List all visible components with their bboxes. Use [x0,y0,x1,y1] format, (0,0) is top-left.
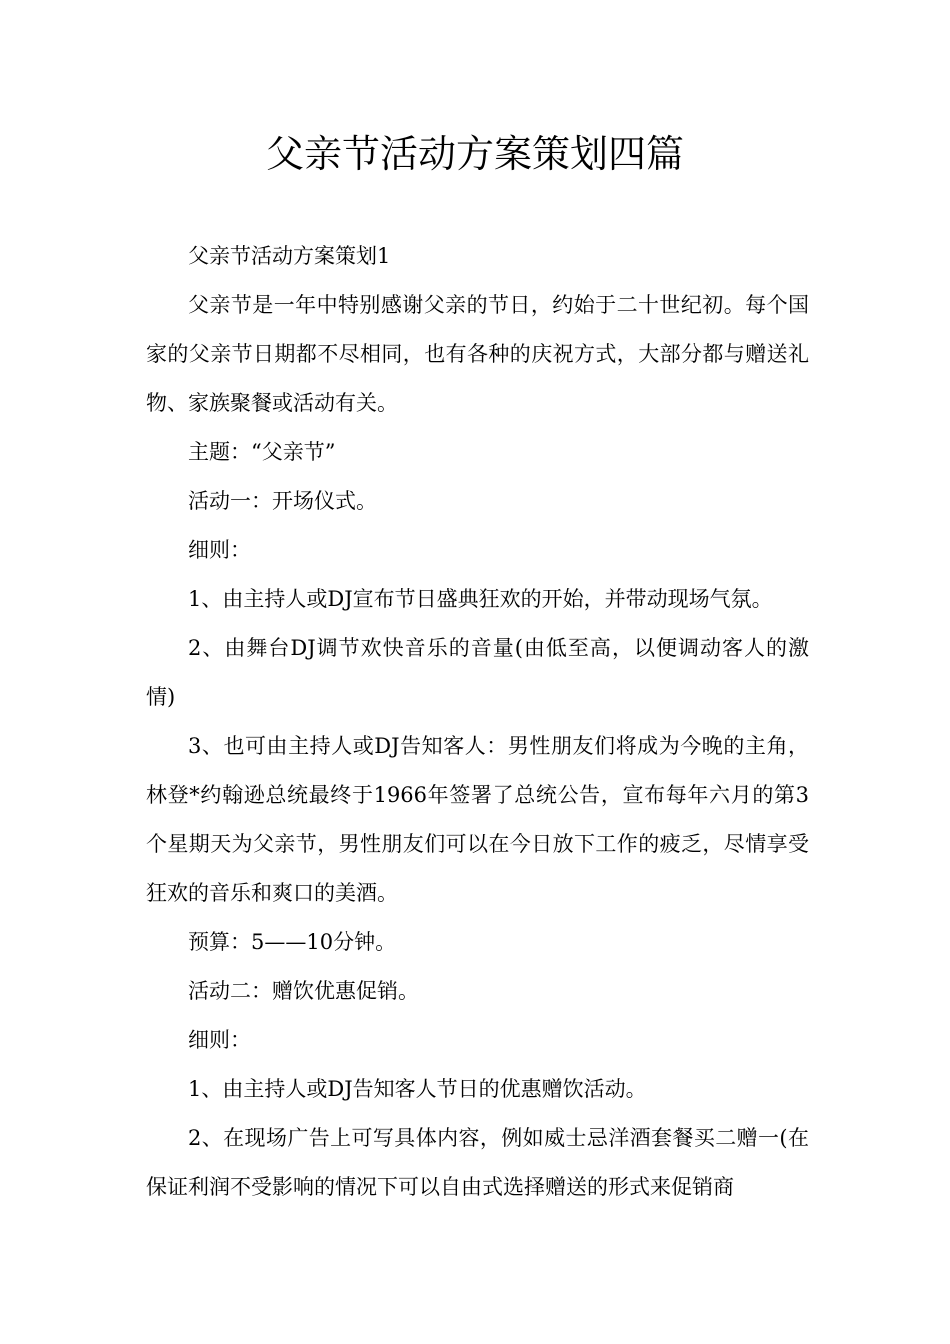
detail-item: 2、在现场广告上可写具体内容，例如威士忌洋酒套餐买二赠一(在保证利润不受影响的情况下可以自由式选择赠送的形式来促销商 [146,1126,809,1199]
theme-line: 主题：“父亲节” [188,440,336,464]
budget-line: 预算：5——10分钟。 [188,930,397,954]
details-label: 细则： [188,1028,251,1052]
document-body [146,232,809,1212]
details-label: 细则： [188,538,251,562]
activity-one-heading: 活动一：开场仪式。 [188,489,377,513]
document-title: 父亲节活动方案策划四篇 [265,132,684,176]
detail-item: 2、由舞台DJ调节欢快音乐的音量(由低至高，以便调动客人的激情) [146,636,809,709]
section-heading: 父亲节活动方案策划1 [188,244,391,268]
detail-item: 1、由主持人或DJ告知客人节日的优惠赠饮活动。 [188,1077,647,1101]
activity-two-heading: 活动二：赠饮优惠促销。 [188,979,419,1003]
detail-item: 1、由主持人或DJ宣布节日盛典狂欢的开始，并带动现场气氛。 [188,587,773,611]
detail-item: 3、也可由主持人或DJ告知客人：男性朋友们将成为今晚的主角，林登*约翰逊总统最终于1966年签署了总统公告，宣布每年六月的第3个星期天为父亲节，男性朋友们可以在今日放下工作的疲乏，尽情享受狂欢的音乐和爽口的美酒。 [146,734,809,905]
intro-paragraph: 父亲节是一年中特别感谢父亲的节日，约始于二十世纪初。每个国家的父亲节日期都不尽相同，也有各种的庆祝方式，大部分都与赠送礼物、家族聚餐或活动有关。 [146,293,809,415]
